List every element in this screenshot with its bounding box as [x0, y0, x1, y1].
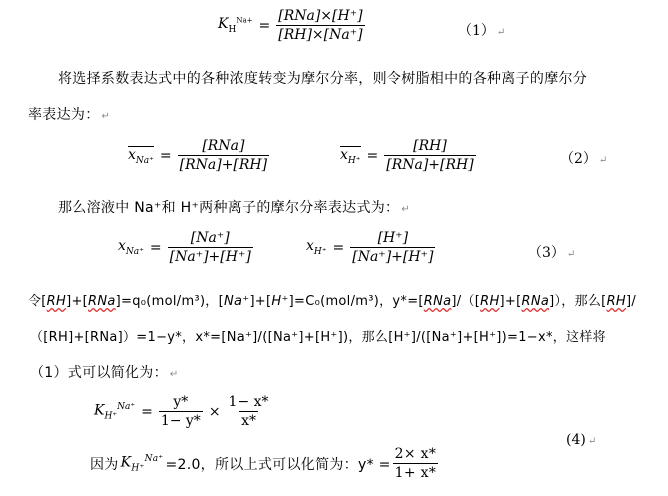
eq1-fraction: $\frac{\text{[RNa]×[H⁺]}}{[RH]\times[Na^+]}$	[278, 8, 363, 43]
equation-1: $K_H^{Na+}$ = $\frac{\text{[RNa]×[H⁺]}}{[RH]\times[Na^+]}$	[218, 8, 363, 43]
para2: 那么溶液中 Na⁺和 H⁺两种离子的摩尔分率表达式为： ↵	[58, 200, 411, 216]
eq1-number: （1） ↵	[458, 23, 506, 39]
para3-line2: （[RH]+[RNa]）=1−y*，x*=[Na⁺]/([Na⁺]+[H⁺])，那么[H⁺]/([Na⁺]+[H⁺])=1−x*，这样将	[30, 330, 606, 345]
equation-4: $K_{H^+}^{Na^+}$ = $\frac{y*}{1- y*}$ × $\frac{1- x*}{x*}$	[94, 394, 269, 429]
para3-line1: 令[RH]+[RNa]=q₀(mol/m³)，[Na⁺]+[H⁺]=C₀(mol/m³)，y*=[RNa]/（[RH]+[RNa]），那么[RH]/	[28, 294, 637, 309]
eq3-number: （3） ↵	[528, 245, 576, 261]
equation-2-left: $x_{Na^+}$ = $\frac{\text{[RNa]}}{\text{[RNa]+[RH]}}$	[128, 138, 268, 173]
para4: 因为 $K_{H^+}^{Na^+}$ =2.0，所以上式可以化简为：y* = $\frac{2\times x*}{1+ x*}$	[90, 446, 437, 481]
para1-line1: 将选择系数表达式中的各种浓度转变为摩尔分率，则令树脂相中的各种离子的摩尔分	[58, 71, 588, 87]
eq2-number: （2） ↵	[560, 151, 608, 167]
eq4-number: (4) ↵	[566, 432, 597, 448]
para1-line2: 率表达为： ↵	[28, 107, 111, 123]
equation-3-left: $x_{Na^+}$ = $\frac{[Na^+]}{[Na^+]+[H^+]}$	[118, 230, 251, 265]
equation-2-right: $x_{H^+}$ = $\frac{[RH]}{\text{[RNa]+[RH]}}$	[340, 138, 474, 173]
eq1-lhs: $K_H^{Na+}$	[218, 16, 253, 35]
para3-line3: （1）式可以简化为： ↵	[30, 365, 179, 381]
equation-3-right: $x_{H^+}$ = $\frac{[H^+]}{[Na^+]+[H^+]}$	[306, 230, 434, 265]
